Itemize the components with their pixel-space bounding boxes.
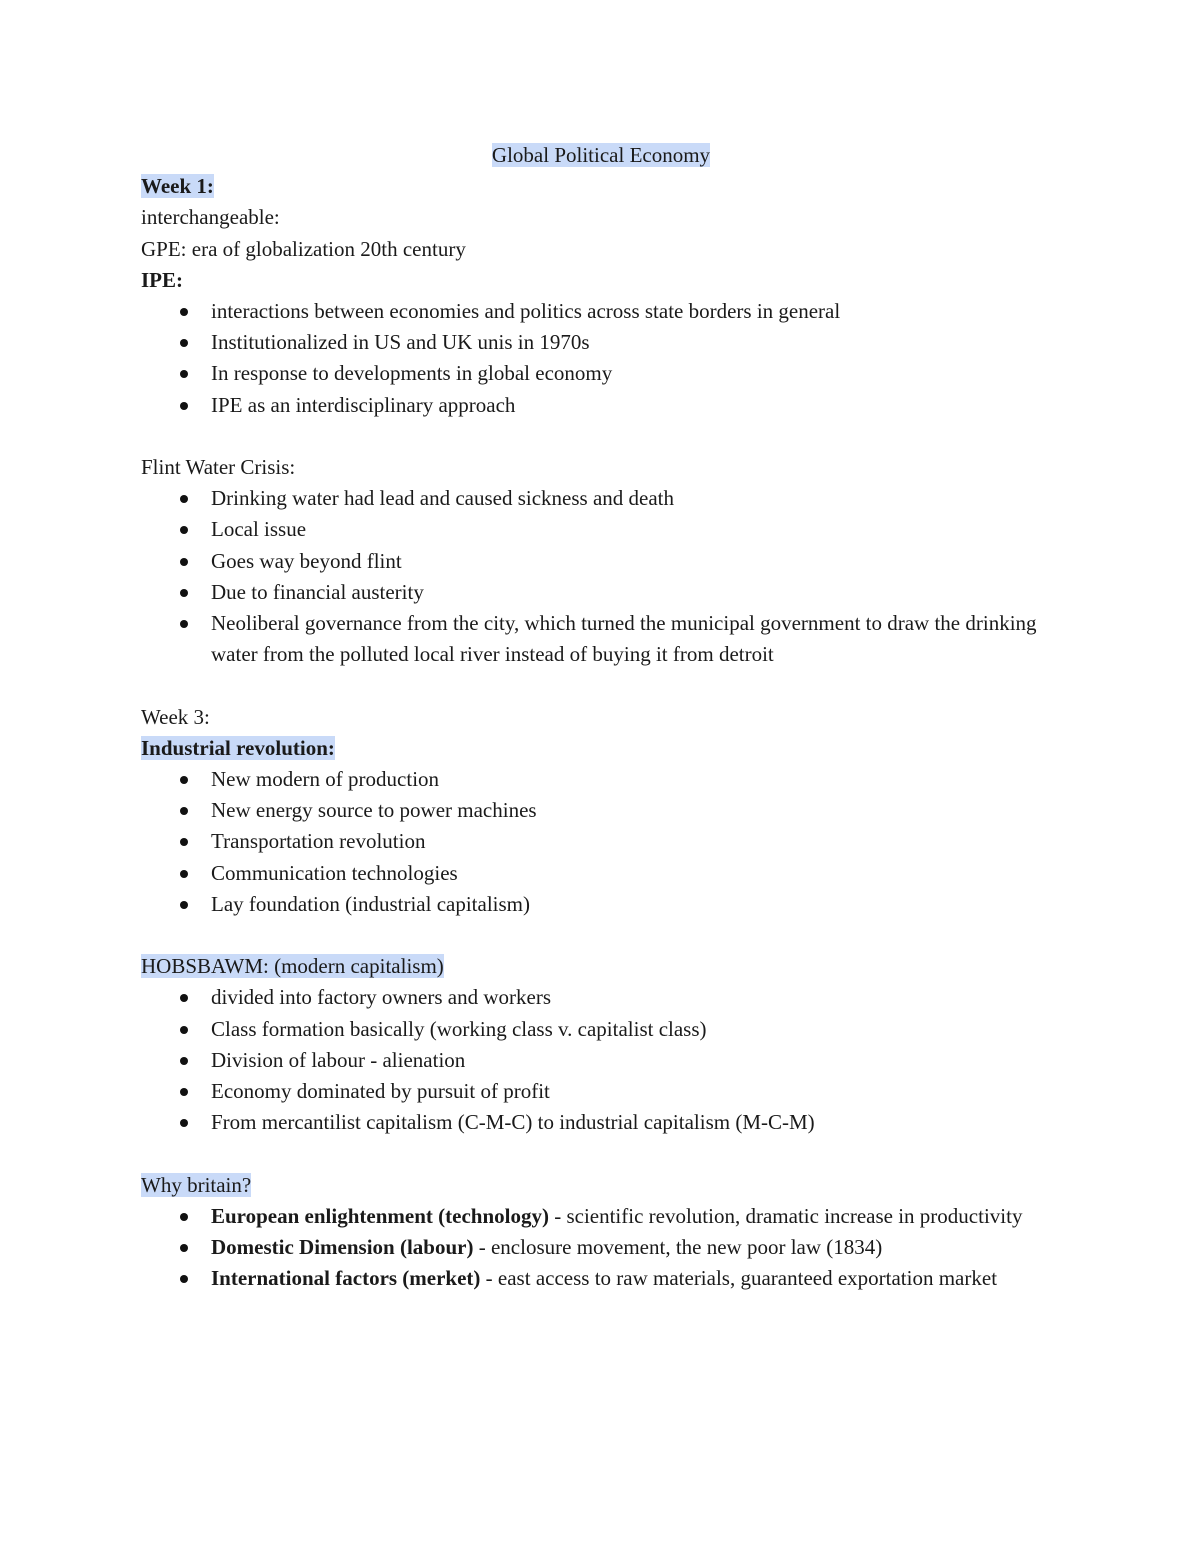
title-line (141, 140, 1061, 171)
spacer (141, 670, 1061, 701)
list-item-bold-term: Domestic Dimension (labour) (211, 1235, 474, 1260)
flint-heading: Flint Water Crisis: (141, 455, 296, 480)
document-page (141, 140, 1061, 1294)
hobsbawm-heading-line (141, 951, 1061, 982)
list-item (211, 1201, 1061, 1232)
flint-list (141, 483, 1061, 670)
list-item-text: - enclosure movement, the new poor law (1834) (473, 1235, 883, 1260)
list-item: interactions between economies and politics across state borders in general (211, 296, 1061, 327)
list-item: Lay foundation (industrial capitalism) (211, 889, 1061, 920)
list-item: Class formation basically (working class v. capitalist class) (211, 1014, 1061, 1045)
spacer (141, 421, 1061, 452)
week1-heading: Week 1: (141, 174, 214, 199)
list-item: IPE as an interdisciplinary approach (211, 390, 1061, 421)
list-item: New energy source to power machines (211, 795, 1061, 826)
ipe-list (141, 296, 1061, 421)
list-item-text: - scientific revolution, dramatic increase in productivity (548, 1203, 1023, 1228)
list-item-bold-term: International factors (merket) (211, 1266, 481, 1291)
britain-heading-line (141, 1170, 1061, 1201)
list-item: Communication technologies (211, 858, 1061, 889)
ipe-heading: IPE: (141, 267, 183, 292)
britain-heading: Why britain? (141, 1172, 252, 1197)
list-item (211, 1232, 1061, 1263)
list-item: Drinking water had lead and caused sickness and death (211, 483, 1061, 514)
industrial-heading: Industrial revolution: (141, 735, 335, 760)
interchangeable-text: interchangeable: (141, 205, 280, 230)
list-item: Division of labour - alienation (211, 1045, 1061, 1076)
list-item: Economy dominated by pursuit of profit (211, 1076, 1061, 1107)
list-item-bold-term: European enlightenment (technology) (211, 1203, 549, 1228)
gpe-definition: GPE: era of globalization 20th century (141, 236, 466, 261)
week3-heading: Week 3: (141, 704, 210, 729)
list-item: Local issue (211, 514, 1061, 545)
spacer (141, 920, 1061, 951)
list-item: In response to developments in global economy (211, 358, 1061, 389)
list-item-text: - east access to raw materials, guaranteed exportation market (480, 1266, 998, 1291)
industrial-heading-line (141, 733, 1061, 764)
list-item: Due to financial austerity (211, 577, 1061, 608)
list-item: Goes way beyond flint (211, 546, 1061, 577)
list-item: New modern of production (211, 764, 1061, 795)
week1-heading-line (141, 171, 1061, 202)
list-item: From mercantilist capitalism (C-M-C) to industrial capitalism (M-C-M) (211, 1107, 1061, 1138)
list-item: Institutionalized in US and UK unis in 1970s (211, 327, 1061, 358)
document-title: Global Political Economy (491, 143, 711, 167)
industrial-list (141, 764, 1061, 920)
spacer (141, 1138, 1061, 1169)
hobsbawm-heading: HOBSBAWM: (modern capitalism) (141, 954, 444, 979)
list-item (211, 1263, 1061, 1294)
britain-list (141, 1201, 1061, 1295)
list-item: Neoliberal governance from the city, which turned the municipal government to draw the drinking water from the polluted local river instead of buying it from detroit (211, 608, 1061, 670)
hobsbawm-list (141, 982, 1061, 1138)
list-item: divided into factory owners and workers (211, 982, 1061, 1013)
list-item: Transportation revolution (211, 826, 1061, 857)
